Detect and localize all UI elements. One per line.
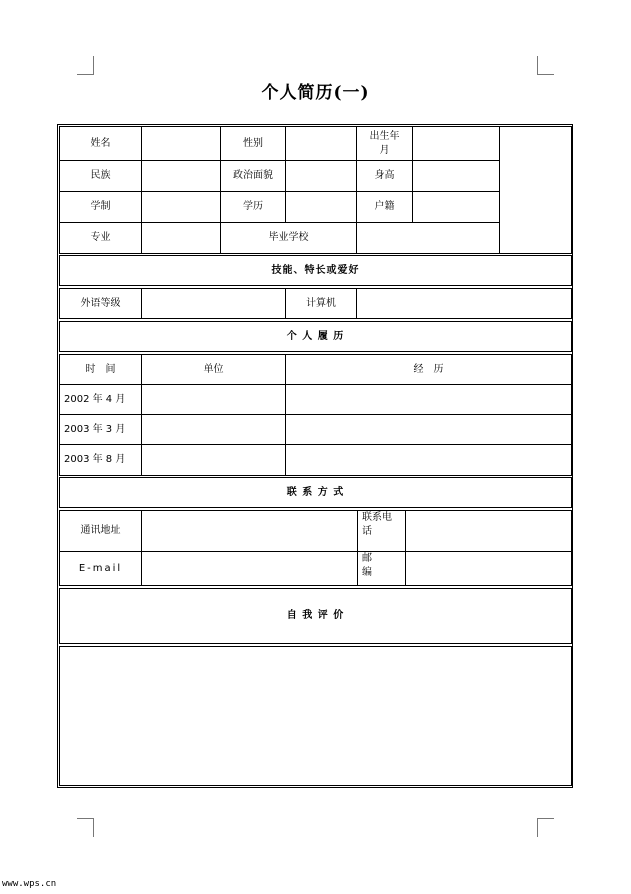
crop-mark-bottom-right — [537, 818, 554, 837]
field-ethnicity[interactable] — [141, 160, 221, 192]
label-major: 专业 — [59, 222, 142, 254]
field-gender[interactable] — [285, 126, 357, 161]
history-experience-field[interactable] — [285, 384, 572, 415]
field-education[interactable] — [285, 191, 357, 223]
label-political: 政治面貌 — [220, 160, 286, 192]
crop-mark-bottom-left — [77, 818, 94, 837]
section-contact-header: 联 系 方 式 — [59, 477, 572, 508]
crop-mark-top-left — [77, 56, 94, 75]
label-height: 身高 — [356, 160, 413, 192]
label-name: 姓名 — [59, 126, 142, 161]
label-gender: 性别 — [220, 126, 286, 161]
field-political[interactable] — [285, 160, 357, 192]
label-hukou: 户籍 — [356, 191, 413, 223]
label-computer: 计算机 — [285, 288, 357, 319]
history-unit-field[interactable] — [141, 414, 286, 445]
history-date: 2002 年 4 月 — [59, 384, 142, 415]
field-hukou[interactable] — [412, 191, 500, 223]
label-email: E-mail — [59, 551, 142, 586]
section-self-eval-header: 自 我 评 价 — [59, 588, 572, 644]
section-skills-header: 技能、特长或爱好 — [59, 255, 572, 286]
col-unit: 单位 — [141, 354, 286, 385]
history-date: 2003 年 8 月 — [59, 444, 142, 476]
history-unit-field[interactable] — [141, 384, 286, 415]
label-address: 通讯地址 — [59, 510, 142, 552]
field-study-mode[interactable] — [141, 191, 221, 223]
field-phone[interactable] — [405, 510, 572, 552]
field-height[interactable] — [412, 160, 500, 192]
field-self-eval[interactable] — [59, 646, 572, 786]
label-birth-line2: 月 — [379, 144, 390, 156]
field-address[interactable] — [141, 510, 358, 552]
field-foreign-language[interactable] — [141, 288, 286, 319]
label-phone-line1: 联系电 — [362, 512, 392, 523]
field-name[interactable] — [141, 126, 221, 161]
photo-box[interactable] — [499, 126, 572, 254]
col-experience: 经 历 — [285, 354, 572, 385]
label-education: 学历 — [220, 191, 286, 223]
crop-mark-top-right — [537, 56, 554, 75]
label-birth-line1: 出生年 — [369, 130, 400, 142]
field-computer[interactable] — [356, 288, 572, 319]
resume-table — [59, 126, 572, 786]
label-ethnicity: 民族 — [59, 160, 142, 192]
field-email[interactable] — [141, 551, 358, 586]
page-title: 个人简历(一) — [261, 83, 370, 103]
label-school: 毕业学校 — [220, 222, 357, 254]
field-postcode[interactable] — [405, 551, 572, 586]
history-experience-field[interactable] — [285, 414, 572, 445]
label-phone — [357, 510, 406, 552]
label-study-mode: 学制 — [59, 191, 142, 223]
history-date: 2003 年 3 月 — [59, 414, 142, 445]
field-school[interactable] — [356, 222, 500, 254]
label-postcode — [357, 551, 406, 586]
label-foreign-language: 外语等级 — [59, 288, 142, 319]
field-major[interactable] — [141, 222, 221, 254]
label-postcode-line2: 编 — [362, 567, 372, 578]
history-experience-field[interactable] — [285, 444, 572, 476]
label-postcode-line1: 邮 — [362, 553, 372, 564]
col-time: 时 间 — [59, 354, 142, 385]
label-birth — [356, 126, 413, 161]
label-phone-line2: 话 — [362, 526, 372, 537]
section-history-header: 个 人 履 历 — [59, 321, 572, 352]
footer-url: www.wps.cn — [2, 879, 57, 889]
field-birth[interactable] — [412, 126, 500, 161]
history-unit-field[interactable] — [141, 444, 286, 476]
